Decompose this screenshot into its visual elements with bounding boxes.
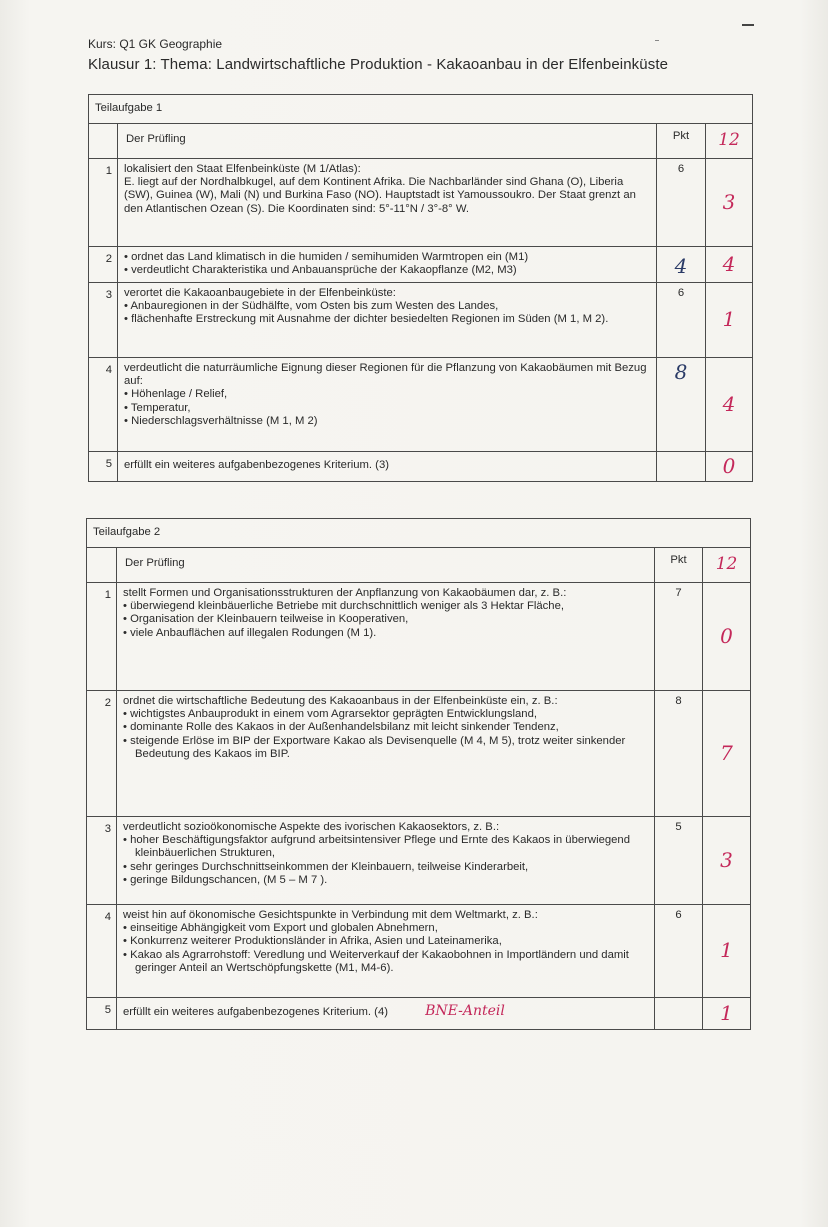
awarded-score: 1	[703, 998, 751, 1030]
header-num-cell	[89, 124, 118, 159]
course-label: Kurs: Q1 GK Geographie	[88, 37, 223, 51]
criterion-text	[117, 691, 655, 817]
max-points: 6	[655, 905, 703, 998]
criterion-text	[117, 817, 655, 905]
criterion-intro: lokalisiert den Staat Elfenbeinküste (M 1/Atlas):	[124, 163, 361, 175]
criterion-intro: verdeutlicht die naturräumliche Eignung dieser Regionen für die Pflanzung von Kakaobäumen mit Bezug auf:	[124, 362, 647, 388]
corner-mark	[742, 24, 754, 26]
criterion-bullet: • geringe Bildungschancen, (M 5 – M 7 ).	[123, 874, 648, 887]
criterion-bullet: • viele Anbauflächen auf illegalen Rodungen (M 1).	[123, 627, 648, 640]
criterion-text	[117, 998, 655, 1030]
criterion-intro: erfüllt ein weiteres aufgabenbezogenes Kriterium. (3)	[124, 459, 389, 471]
row-number: 5	[87, 998, 117, 1030]
exam-title: Klausur 1: Thema: Landwirtschaftliche Produktion - Kakaoanbau in der Elfenbeinküste	[88, 56, 669, 73]
criterion-bullet: • wichtigstes Anbauprodukt in einem vom Agrarsektor geprägten Entwicklungsland,	[123, 708, 648, 721]
criterion-bullet: • Niederschlagsverhältnisse (M 1, M 2)	[124, 415, 650, 428]
criterion-intro: weist hin auf ökonomische Gesichtspunkte in Verbindung mit dem Weltmarkt, z. B.:	[123, 909, 538, 921]
criterion-text	[117, 905, 655, 998]
task1-heading: Teilaufgabe 1	[89, 95, 753, 124]
row-number: 5	[89, 452, 118, 482]
column-pkt: Pkt	[655, 548, 703, 583]
tick-mark	[655, 37, 659, 41]
column-label: Der Prüfling	[118, 124, 657, 159]
criterion-intro: verdeutlicht sozioökonomische Aspekte des ivorischen Kakaosektors, z. B.:	[123, 821, 500, 833]
max-points-handwritten: 8	[657, 358, 706, 452]
row-number: 2	[89, 247, 118, 283]
criterion-text	[117, 583, 655, 691]
awarded-score: 1	[703, 905, 751, 998]
criterion-body: E. liegt auf der Nordhalbkugel, auf dem Kontinent Afrika. Die Nachbarländer sind Ghana (O), Liberia (SW), Guinea (W), Mali (N) und Burkina Faso (NO). Hauptstadt ist Yamoussoukro. Der Staat grenzt an den Atlantischen Ozean (S). Die Koordinaten sind: 5°-11°N / 3°-8° W.	[124, 176, 636, 215]
row-number: 1	[89, 159, 118, 247]
max-points: 8	[655, 691, 703, 817]
task1-total-score: 12	[706, 124, 753, 159]
criterion-intro: ordnet die wirtschaftliche Bedeutung des Kakaoanbaus in der Elfenbeinküste ein, z. B.:	[123, 695, 558, 707]
criterion-intro: verortet die Kakaoanbaugebiete in der Elfenbeinküste:	[124, 287, 396, 299]
criterion-bullet: • einseitige Abhängigkeit vom Export und globalen Abnehmern,	[123, 922, 648, 935]
row-number: 3	[89, 283, 118, 358]
awarded-score: 4	[706, 358, 753, 452]
criterion-bullet: • Kakao als Agrarrohstoff: Veredlung und Weiterverkauf der Kakaobohnen in Importländern und damit geringer Anteil an Wertschöpfungskette (M1, M4-6).	[123, 949, 648, 975]
row-number: 3	[87, 817, 117, 905]
max-points: 7	[655, 583, 703, 691]
criterion-bullet: • verdeutlicht Charakteristika und Anbauansprüche der Kakaopflanze (M2, M3)	[124, 264, 650, 277]
criterion-text	[118, 283, 657, 358]
criterion-bullet: • flächenhafte Erstreckung mit Ausnahme der dichter besiedelten Regionen im Süden (M 1, M 2).	[124, 313, 650, 326]
task2-total-score: 12	[703, 548, 751, 583]
criterion-bullet: • Organisation der Kleinbauern teilweise in Kooperativen,	[123, 613, 648, 626]
task2-table	[86, 518, 751, 1030]
awarded-score: 3	[706, 159, 753, 247]
criterion-bullet: • steigende Erlöse im BIP der Exportware Kakao als Devisenquelle (M 4, M 5), trotz weiter sinkender Bedeutung des Kakaos im BIP.	[123, 735, 648, 761]
criterion-bullet: • hoher Beschäftigungsfaktor aufgrund arbeitsintensiver Pflege und Ernte des Kakaos in überwiegend kleinbäuerlichen Strukturen,	[123, 834, 648, 860]
max-points: 5	[655, 817, 703, 905]
awarded-score: 7	[703, 691, 751, 817]
column-pkt: Pkt	[657, 124, 706, 159]
criterion-bullet: • überwiegend kleinbäuerliche Betriebe mit durchschnittlich weniger als 3 Hektar Fläche,	[123, 600, 648, 613]
awarded-score: 0	[703, 583, 751, 691]
criterion-bullet: • dominante Rolle des Kakaos in der Außenhandelsbilanz mit leicht sinkender Tendenz,	[123, 721, 648, 734]
max-points	[655, 998, 703, 1030]
criterion-bullet: • sehr geringes Durchschnittseinkommen der Kleinbauern, teilweise Kinderarbeit,	[123, 861, 648, 874]
criterion-intro: erfüllt ein weiteres aufgabenbezogenes Kriterium. (4)	[123, 1006, 388, 1018]
row-number: 1	[87, 583, 117, 691]
awarded-score: 3	[703, 817, 751, 905]
max-points-handwritten: 4	[657, 247, 706, 283]
criterion-bullet: • ordnet das Land klimatisch in die humiden / semihumiden Warmtropen ein (M1)	[124, 251, 650, 264]
criterion-intro: stellt Formen und Organisationsstrukturen der Anpflanzung von Kakaobäumen dar, z. B.:	[123, 587, 567, 599]
criterion-bullet: • Höhenlage / Relief,	[124, 388, 650, 401]
header-num-cell	[87, 548, 117, 583]
criterion-bullet: • Konkurrenz weiterer Produktionsländer in Afrika, Asien und Lateinamerika,	[123, 935, 648, 948]
max-points	[657, 452, 706, 482]
task2-heading: Teilaufgabe 2	[87, 519, 751, 548]
max-points: 6	[657, 159, 706, 247]
row-number: 4	[89, 358, 118, 452]
handwritten-note: BNE-Anteil	[425, 1003, 505, 1019]
criterion-text	[118, 247, 657, 283]
criterion-text	[118, 358, 657, 452]
column-label: Der Prüfling	[117, 548, 655, 583]
row-number: 2	[87, 691, 117, 817]
criterion-bullet: • Temperatur,	[124, 402, 650, 415]
awarded-score: 1	[706, 283, 753, 358]
awarded-score: 0	[706, 452, 753, 482]
criterion-text	[118, 452, 657, 482]
task1-table	[88, 94, 753, 482]
criterion-text	[118, 159, 657, 247]
row-number: 4	[87, 905, 117, 998]
awarded-score: 4	[706, 247, 753, 283]
criterion-bullet: • Anbauregionen in der Südhälfte, vom Osten bis zum Westen des Landes,	[124, 300, 650, 313]
max-points: 6	[657, 283, 706, 358]
